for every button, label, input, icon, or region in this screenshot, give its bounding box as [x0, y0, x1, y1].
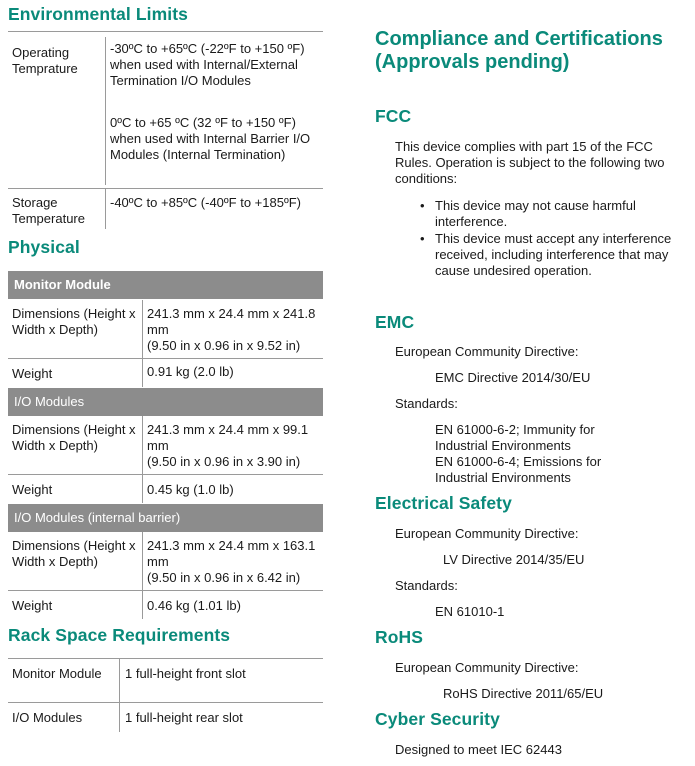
weight-label: Weight: [12, 366, 53, 381]
physical-heading: Physical: [8, 237, 80, 257]
weight-value: 0.46 kg (1.01 lb): [147, 598, 241, 613]
rohs-heading: RoHS: [375, 627, 424, 647]
divider: [105, 189, 106, 229]
divider: [8, 31, 323, 32]
electrical-safety-heading: Electrical Safety: [375, 493, 512, 513]
safety-standard: EN 61010-1: [435, 604, 505, 619]
monitor-module-band: Monitor Module: [8, 271, 323, 299]
weight-value: 0.91 kg (2.0 lb): [147, 364, 234, 379]
dimensions-label: Dimensions (Height x Width x Depth): [12, 538, 136, 569]
dimensions-label: Dimensions (Height x Width x Depth): [12, 306, 136, 337]
divider: [142, 475, 143, 503]
rohs-directive-label: European Community Directive:: [395, 660, 579, 675]
divider: [8, 658, 323, 659]
dimensions-label: Dimensions (Height x Width x Depth): [12, 422, 136, 453]
dimensions-value-in: (9.50 in x 0.96 in x 3.90 in): [147, 454, 301, 469]
emc-directive-label: European Community Directive:: [395, 344, 579, 359]
fcc-heading: FCC: [375, 106, 412, 126]
emc-heading: EMC: [375, 312, 415, 332]
list-item: • This device may not cause harmful interference.: [420, 198, 636, 229]
divider: [142, 359, 143, 387]
divider: [105, 37, 106, 185]
safety-directive: LV Directive 2014/35/EU: [443, 552, 585, 567]
operating-temp-value-external: -30ºC to +65ºC (-22ºF to +150 ºF) when used with Internal/External Termination I/O Modules: [110, 41, 305, 88]
rohs-directive: RoHS Directive 2011/65/EU: [443, 686, 604, 701]
rack-row-label: I/O Modules: [12, 710, 83, 725]
weight-label: Weight: [12, 598, 53, 613]
safety-standards-label: Standards:: [395, 578, 458, 593]
divider: [119, 659, 120, 732]
emc-standard-immunity: EN 61000-6-2; Immunity for Industrial Environments: [435, 422, 595, 453]
divider: [8, 358, 323, 359]
emc-standards-label: Standards:: [395, 396, 458, 411]
cyber-security-heading: Cyber Security: [375, 709, 500, 729]
cyber-security-text: Designed to meet IEC 62443: [395, 742, 562, 757]
dimensions-value-mm: 241.3 mm x 24.4 mm x 163.1 mm: [147, 538, 316, 569]
io-modules-band: I/O Modules: [8, 388, 323, 416]
divider: [142, 532, 143, 590]
dimensions-value-mm: 241.3 mm x 24.4 mm x 241.8 mm: [147, 306, 316, 337]
dimensions-value-mm: 241.3 mm x 24.4 mm x 99.1 mm: [147, 422, 309, 453]
divider: [142, 416, 143, 474]
emc-directive: EMC Directive 2014/30/EU: [435, 370, 591, 385]
rack-row-value: 1 full-height front slot: [125, 666, 246, 681]
divider: [8, 474, 323, 475]
list-item: • This device must accept any interference received, including interference that may cause undesired operation.: [420, 231, 672, 278]
dimensions-value-in: (9.50 in x 0.96 in x 6.42 in): [147, 570, 301, 585]
fcc-text: This device complies with part 15 of the FCC Rules. Operation is subject to the following two conditions:: [395, 139, 665, 186]
rack-row-value: 1 full-height rear slot: [125, 710, 243, 725]
weight-label: Weight: [12, 482, 53, 497]
divider: [8, 702, 323, 703]
rack-row-label: Monitor Module: [12, 666, 102, 681]
fcc-conditions-list: [420, 198, 675, 279]
divider: [142, 300, 143, 358]
storage-temp-label: Storage Temperature: [12, 195, 85, 226]
dimensions-value-in: (9.50 in x 0.96 in x 9.52 in): [147, 338, 301, 353]
operating-temp-label: Operating Temprature: [12, 45, 78, 76]
weight-value: 0.45 kg (1.0 lb): [147, 482, 234, 497]
divider: [8, 590, 323, 591]
compliance-heading: Compliance and Certifications (Approvals pending): [375, 28, 663, 73]
divider: [8, 188, 323, 189]
safety-directive-label: European Community Directive:: [395, 526, 579, 541]
rack-space-heading: Rack Space Requirements: [8, 625, 231, 645]
emc-standard-emissions: EN 61000-6-4; Emissions for Industrial Environments: [435, 454, 602, 485]
env-heading: Environmental Limits: [8, 4, 188, 24]
io-modules-barrier-band: I/O Modules (internal barrier): [8, 504, 323, 532]
storage-temp-value: -40ºC to +85ºC (-40ºF to +185ºF): [110, 195, 301, 210]
divider: [142, 591, 143, 619]
operating-temp-value-internal: 0ºC to +65 ºC (32 ºF to +150 ºF) when used with Internal Barrier I/O Modules (Internal Termination): [110, 115, 311, 162]
